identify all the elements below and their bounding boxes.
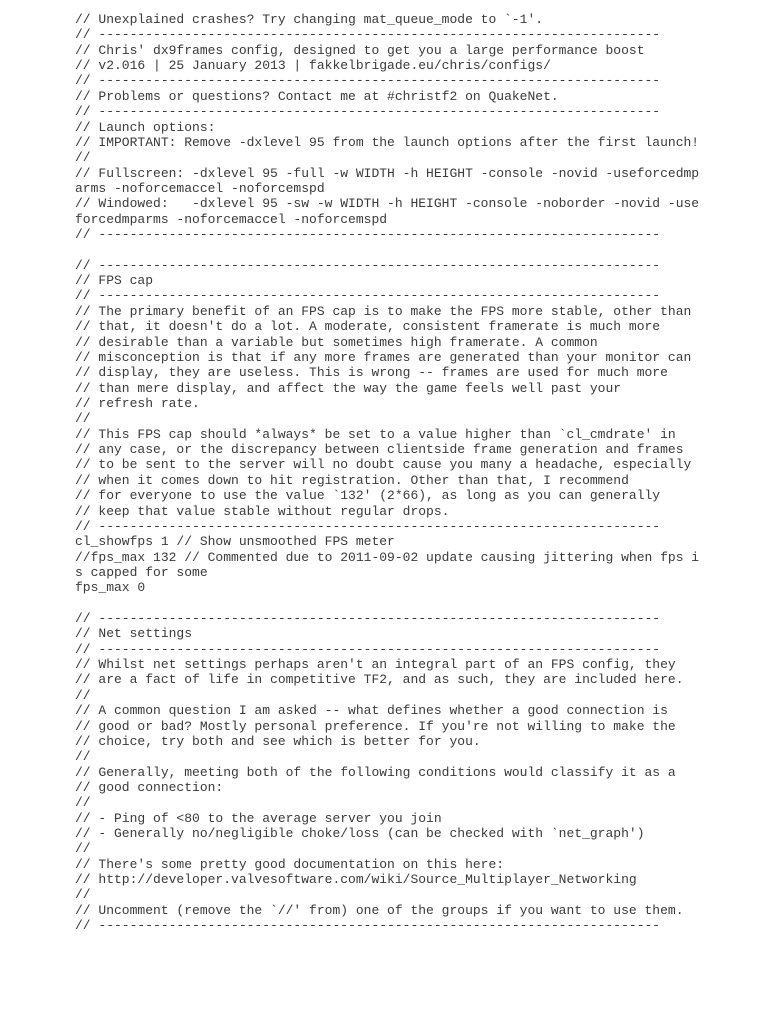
config-line: // This FPS cap should *always* be set to a value higher than `cl_cmdrate' in: [75, 426, 676, 442]
config-line: // when it comes down to hit registration. Other than that, I recommend: [75, 472, 629, 488]
separator-line: // ------------------------------------------------------------------------: [75, 104, 661, 120]
config-line: s capped for some: [75, 564, 208, 580]
config-line: // A common question I am asked -- what defines whether a good connection is: [75, 703, 668, 719]
config-line: // refresh rate.: [75, 395, 200, 411]
config-line: // display, they are useless. This is wrong -- frames are used for much more: [75, 365, 668, 381]
config-line: [75, 596, 699, 611]
separator-line: // ------------------------------------------------------------------------: [75, 227, 661, 243]
separator-line: // ------------------------------------------------------------------------: [75, 257, 661, 273]
config-line: arms -noforcemaccel -noforcemspd: [75, 180, 325, 196]
config-line: // good or bad? Mostly personal preference. If you're not willing to make the: [75, 718, 676, 734]
separator-line: // ------------------------------------------------------------------------: [75, 288, 661, 304]
config-line: // Unexplained crashes? Try changing mat_queue_mode to `-1'.: [75, 12, 544, 27]
config-line: // keep that value stable without regular drops.: [75, 503, 450, 519]
separator-line: // ------------------------------------------------------------------------: [75, 641, 661, 657]
config-line: // for everyone to use the value `132' (2*66), as long as you can generally: [75, 488, 661, 504]
config-line: // Problems or questions? Contact me at #christf2 on QuakeNet.: [75, 88, 559, 104]
config-line: cl_showfps 1 // Show unsmoothed FPS meter: [75, 534, 395, 550]
config-line: // Launch options:: [75, 119, 216, 135]
config-line: // IMPORTANT: Remove -dxlevel 95 from the launch options after the first launch!: [75, 134, 700, 150]
separator-line: // ------------------------------------------------------------------------: [75, 611, 661, 627]
config-line: // Chris' dx9frames config, designed to get you a large performance boost: [75, 42, 645, 58]
config-line: // misconception is that if any more frames are generated than your monitor can: [75, 349, 692, 365]
config-line: // Windowed: -dxlevel 95 -sw -w WIDTH -h HEIGHT -console -noborder -novid -use: [75, 196, 700, 212]
config-document: [75, 12, 699, 934]
config-line: // - Generally no/negligible choke/loss (can be checked with `net_graph'): [75, 826, 645, 842]
config-line: // Whilst net settings perhaps aren't an integral part of an FPS config, they: [75, 657, 676, 673]
config-line: // FPS cap: [75, 273, 154, 289]
config-line: // good connection:: [75, 779, 224, 795]
separator-line: // ------------------------------------------------------------------------: [75, 918, 661, 934]
separator-line: // ------------------------------------------------------------------------: [75, 27, 661, 43]
config-line: // to be sent to the server will no doubt cause you many a headache, especially: [75, 457, 692, 473]
config-line: // Generally, meeting both of the following conditions would classify it as a: [75, 764, 676, 780]
config-line: // desirable than a variable but sometimes high framerate. A common: [75, 334, 598, 350]
config-line: //: [75, 687, 91, 703]
config-line: //: [75, 841, 91, 857]
config-line: // that, it doesn't do a lot. A moderate, consistent framerate is much more: [75, 319, 661, 335]
config-line: // any case, or the discrepancy between clientside frame generation and frames: [75, 442, 684, 458]
separator-line: // ------------------------------------------------------------------------: [75, 73, 661, 89]
config-line: // Net settings: [75, 626, 193, 642]
config-line: // are a fact of life in competitive TF2, and as such, they are included here.: [75, 672, 684, 688]
config-line: // than mere display, and affect the way the game feels well past your: [75, 380, 622, 396]
config-line: //: [75, 887, 91, 903]
config-line: // The primary benefit of an FPS cap is to make the FPS more stable, other than: [75, 303, 692, 319]
config-line: // v2.016 | 25 January 2013 | fakkelbrigade.eu/chris/configs/: [75, 58, 551, 74]
config-line: forcedmparms -noforcemaccel -noforcemspd: [75, 211, 388, 227]
config-line: // There's some pretty good documentation on this here:: [75, 856, 505, 872]
config-line: // - Ping of <80 to the average server you join: [75, 810, 442, 826]
config-line: fps_max 0: [75, 580, 146, 596]
config-line: //fps_max 132 // Commented due to 2011-09-02 update causing jittering when fps i: [75, 549, 700, 565]
config-line: // choice, try both and see which is better for you.: [75, 733, 481, 749]
config-line: //: [75, 749, 91, 765]
config-line: //: [75, 795, 91, 811]
config-line: [75, 242, 699, 257]
separator-line: // ------------------------------------------------------------------------: [75, 518, 661, 534]
config-line: //: [75, 411, 91, 427]
config-line: //: [75, 150, 91, 166]
config-line: // Fullscreen: -dxlevel 95 -full -w WIDTH -h HEIGHT -console -novid -useforcedmp: [75, 165, 700, 181]
config-line: // Uncomment (remove the `//' from) one of the groups if you want to use them.: [75, 902, 684, 918]
config-line: // http://developer.valvesoftware.com/wiki/Source_Multiplayer_Networking: [75, 872, 637, 888]
